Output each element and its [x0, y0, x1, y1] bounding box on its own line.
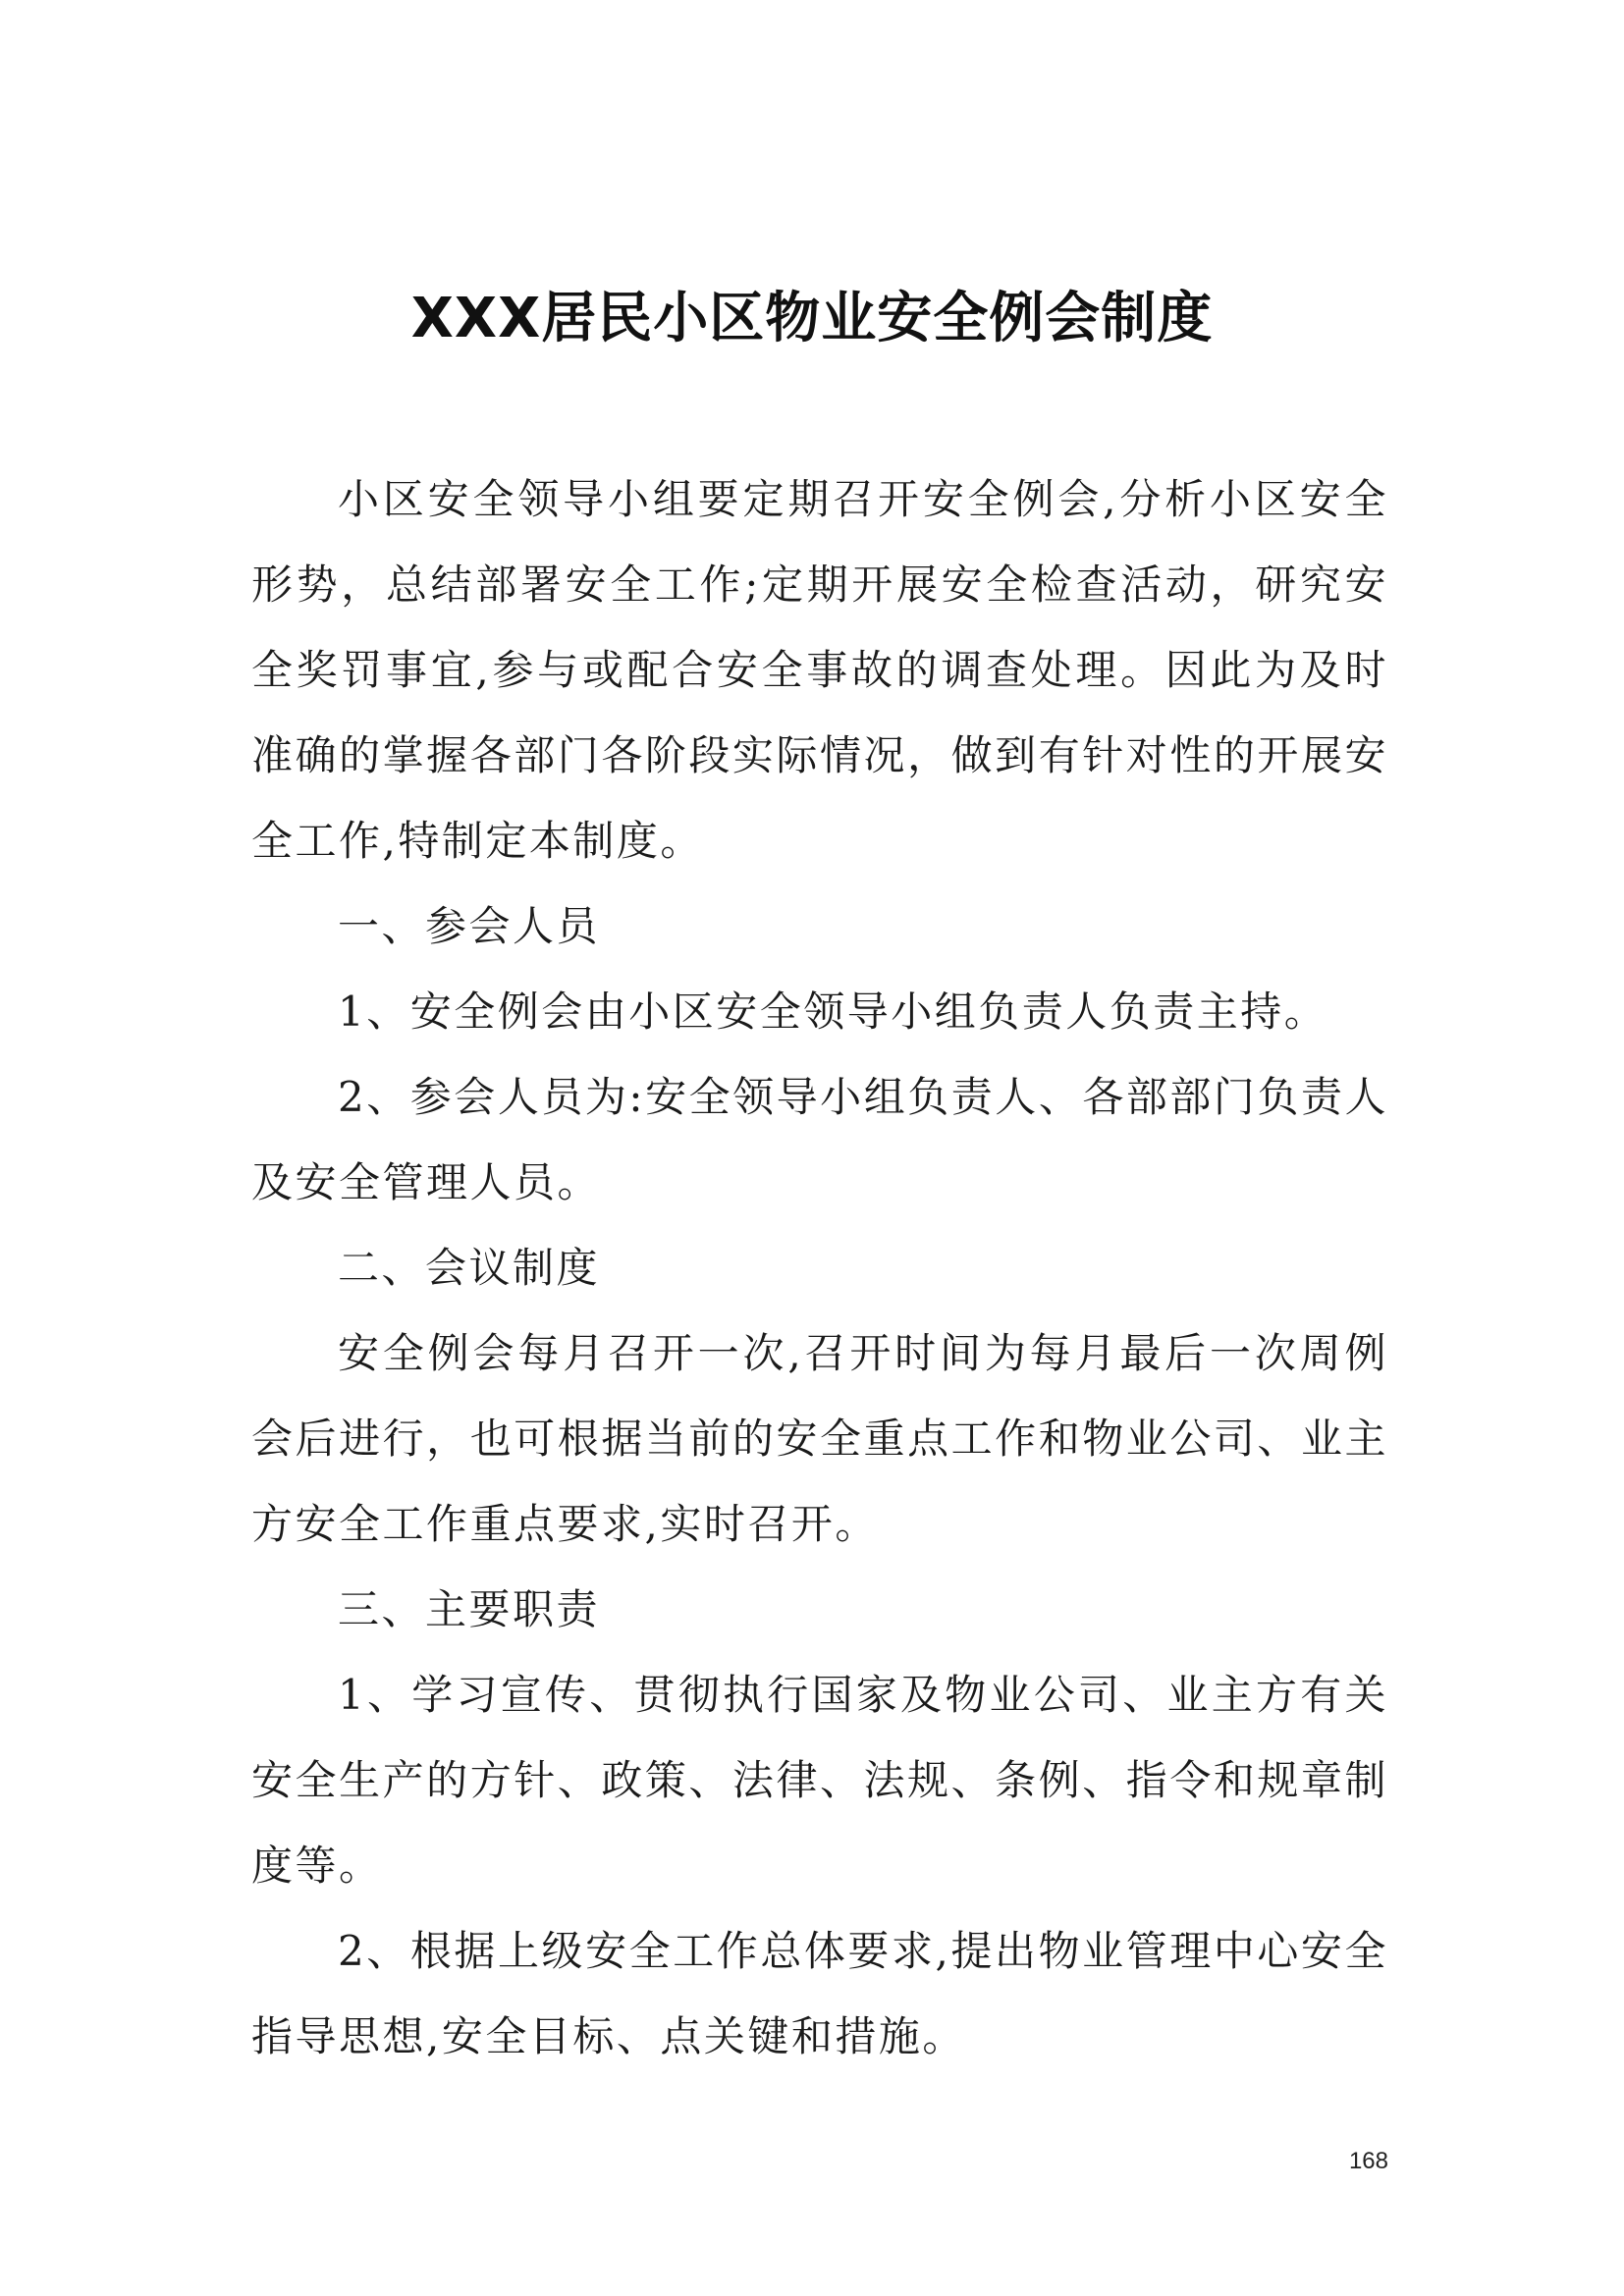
- attendees-item-1: 1、安全例会由小区安全领导小组负责人负责主持。: [338, 988, 1328, 1036]
- section-heading-meeting-system: 二、会议制度: [338, 1244, 601, 1292]
- section-heading-attendees: 一、参会人员: [338, 902, 601, 950]
- responsibilities-item-1: 1、学习宣传、贯彻执行国家及物业公司、业主方有关安全生产的方针、政策、法律、法规、条例、指令和规章制度等。: [251, 1671, 1388, 1890]
- meeting-system-paragraph: 安全例会每月召开一次,召开时间为每月最后一次周例会后进行，也可根据当前的安全重点工作和物业公司、业主方安全工作重点要求,实时召开。: [251, 1329, 1388, 1548]
- page-number: 168: [1348, 2148, 1388, 2174]
- document-body: [251, 456, 1388, 2079]
- responsibilities-item-2: 2、根据上级安全工作总体要求,提出物业管理中心安全指导思想,安全目标、点关键和措施。: [251, 1927, 1388, 2060]
- attendees-item-2: 2、参会人员为:安全领导小组负责人、各部部门负责人及安全管理人员。: [251, 1073, 1388, 1206]
- document-title: XXX居民小区物业安全例会制度: [410, 287, 1214, 350]
- section-heading-responsibilities: 三、主要职责: [338, 1585, 601, 1633]
- intro-paragraph: 小区安全领导小组要定期召开安全例会,分析小区安全形势，总结部署安全工作;定期开展安全检查活动，研究安全奖罚事宜,参与或配合安全事故的调查处理。因此为及时准确的掌握各部门各阶段实际情况，做到有针对性的开展安全工作,特制定本制度。: [251, 475, 1388, 865]
